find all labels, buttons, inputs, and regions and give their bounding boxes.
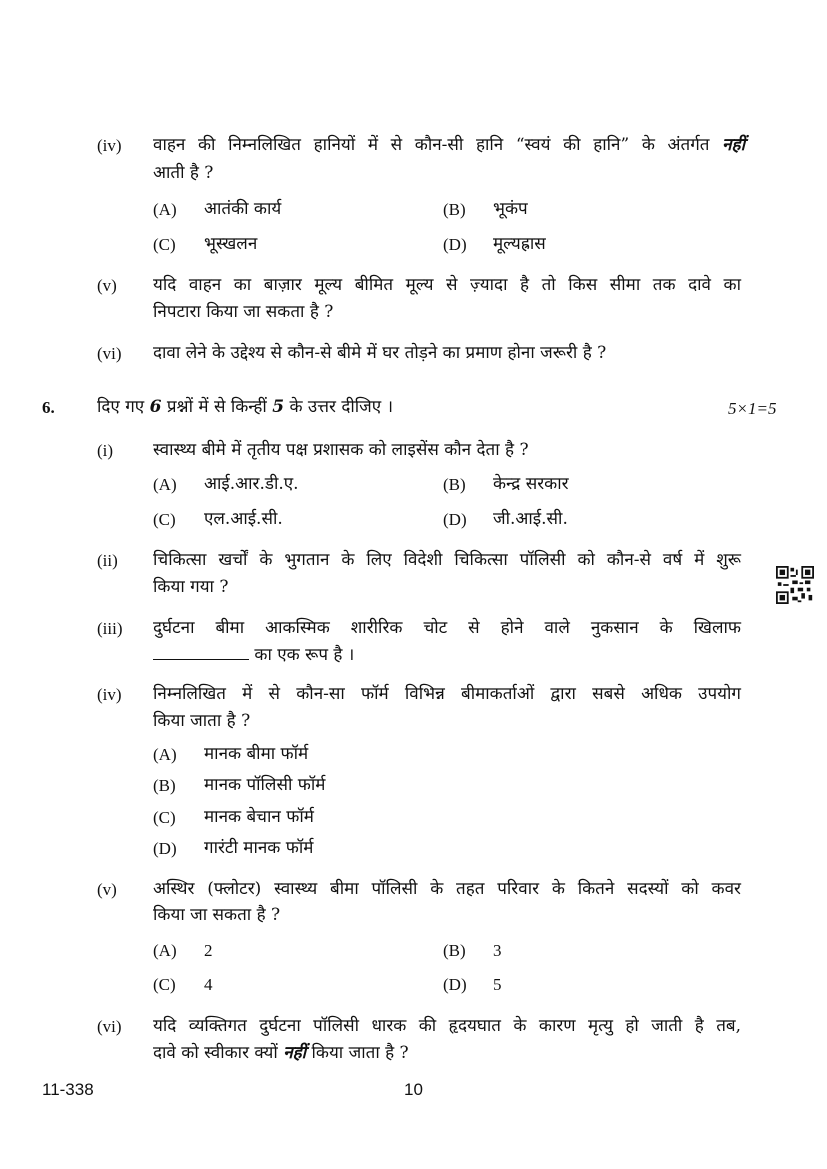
option-key: (A) <box>153 941 177 960</box>
question-text-line: स्वास्थ्य बीमे में तृतीय पक्ष प्रशासक को लाइसेंस कौन देता है ? <box>153 440 529 460</box>
option-text: जी.आई.सी. <box>493 509 568 529</box>
instruction-part: दिए गए <box>97 397 145 417</box>
instruction-number: 5 <box>272 397 285 417</box>
question-number: (v) <box>97 880 117 899</box>
question-text-part: वाहन की निम्नलिखित हानियों में से कौन-सी हानि “स्वयं की हानि” के अंतर्गत <box>153 135 710 155</box>
instruction-part: के उत्तर दीजिए । <box>289 397 394 417</box>
option-text: मानक बीमा फॉर्म <box>204 744 309 764</box>
option-text: मानक बेचान फॉर्म <box>204 807 314 827</box>
instruction-number: 6 <box>149 397 162 417</box>
option-key: (A) <box>153 745 177 764</box>
question-number: (ii) <box>97 551 118 570</box>
option-key: (B) <box>153 776 176 795</box>
option-text: 5 <box>493 975 502 994</box>
option-key: (D) <box>443 975 467 994</box>
option-key: (B) <box>443 941 466 960</box>
question-text-line: किया गया ? <box>153 577 229 597</box>
option-text: भूस्खलन <box>204 234 258 254</box>
option-text: आई.आर.डी.ए. <box>204 474 299 494</box>
question-text-line: किया जा सकता है ? <box>153 905 281 925</box>
option-key: (D) <box>443 510 467 529</box>
question-number: (iv) <box>97 685 122 704</box>
option-key: (A) <box>153 475 177 494</box>
question-text-part: किया जाता है ? <box>311 1043 409 1063</box>
question-number: (iii) <box>97 619 123 638</box>
option-key: (A) <box>153 200 177 219</box>
question-number: (vi) <box>97 344 122 363</box>
question-number: (v) <box>97 276 117 295</box>
option-key: (B) <box>443 475 466 494</box>
option-key: (D) <box>153 839 177 858</box>
question-text-line: अस्थिर (फ्लोटर) स्वास्थ्य बीमा पॉलिसी के तहत परिवार के कितने सदस्यों को कवर <box>153 879 741 899</box>
question-text-line <box>153 1040 409 1067</box>
question-text-part: दावे को स्वीकार क्यों <box>153 1043 278 1063</box>
option-text: गारंटी मानक फॉर्म <box>204 838 314 858</box>
option-text: भूकंप <box>493 199 528 219</box>
option-text: 3 <box>493 941 502 960</box>
option-key: (C) <box>153 510 176 529</box>
question-text-line <box>153 642 354 669</box>
paper-code: 11-338 <box>42 1080 94 1099</box>
option-text: केन्द्र सरकार <box>493 474 569 494</box>
question-number: (iv) <box>97 136 122 155</box>
question-text-line: आती है ? <box>153 163 214 183</box>
page-number: 10 <box>404 1080 423 1099</box>
option-key: (D) <box>443 235 467 254</box>
question-text-line: किया जाता है ? <box>153 711 251 731</box>
option-key: (C) <box>153 808 176 827</box>
question-number: (vi) <box>97 1017 122 1036</box>
qr-code-icon <box>776 566 814 604</box>
option-text: 4 <box>204 975 213 994</box>
question-main-number: 6. <box>42 398 55 417</box>
emphasis-text: नहीं <box>722 135 745 155</box>
option-key: (C) <box>153 235 176 254</box>
question-text-line: दुर्घटना बीमा आकस्मिक शारीरिक चोट से होने वाले नुकसान के खिलाफ <box>153 618 741 638</box>
question-text-line: चिकित्सा खर्चों के भुगतान के लिए विदेशी चिकित्सा पॉलिसी को कौन-से वर्ष में शुरू <box>153 550 741 570</box>
option-text: मूल्यह्रास <box>493 234 546 254</box>
emphasis-text: नहीं <box>283 1043 307 1063</box>
option-text: मानक पॉलिसी फॉर्म <box>204 775 326 795</box>
question-text <box>153 132 745 159</box>
fill-in-blank <box>153 645 249 660</box>
option-text: एल.आई.सी. <box>204 509 283 529</box>
question-text-line: दावा लेने के उद्देश्य से कौन-से बीमे में घर तोड़ने का प्रमाण होना जरूरी है ? <box>153 343 607 363</box>
option-text: आतंकी कार्य <box>204 199 282 219</box>
option-key: (B) <box>443 200 466 219</box>
question-text-line: निपटारा किया जा सकता है ? <box>153 302 334 322</box>
question-text-line: यदि व्यक्तिगत दुर्घटना पॉलिसी धारक की हृदयघात के कारण मृत्यु हो जाती है तब, <box>153 1016 741 1036</box>
question-text-part: का एक रूप है । <box>254 645 355 665</box>
question-number: (i) <box>97 441 114 460</box>
marks-label: 5×1=5 <box>728 399 777 418</box>
question-instruction <box>97 394 393 421</box>
question-text-line: यदि वाहन का बाज़ार मूल्य बीमित मूल्य से ज़्यादा है तो किस सीमा तक दावे का <box>153 275 741 295</box>
option-text: 2 <box>204 941 213 960</box>
option-key: (C) <box>153 975 176 994</box>
question-text-line: निम्नलिखित में से कौन-सा फॉर्म विभिन्न बीमाकर्ताओं द्वारा सबसे अधिक उपयोग <box>153 684 741 704</box>
instruction-part: प्रश्नों में से किन्हीं <box>166 397 267 417</box>
